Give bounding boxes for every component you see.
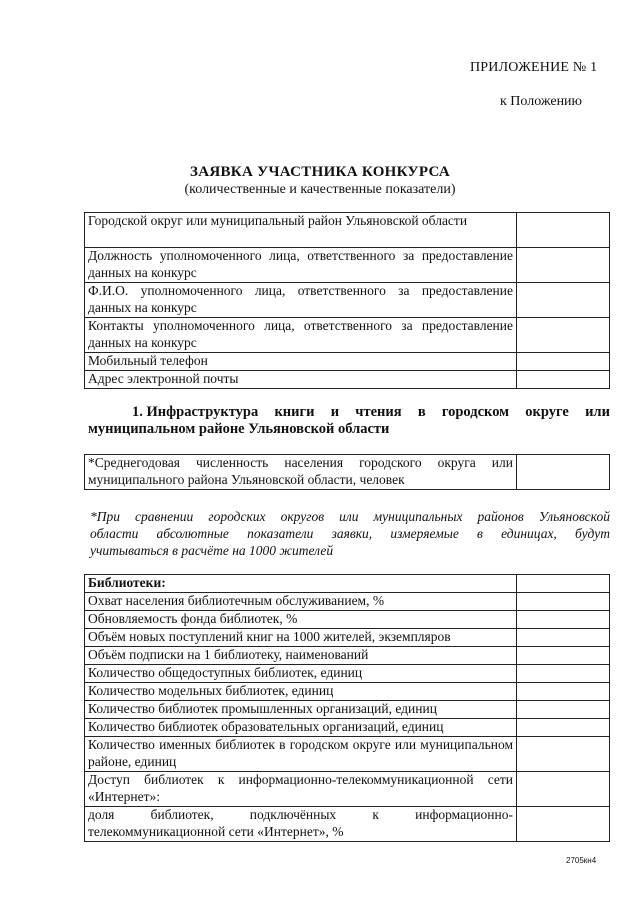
note-word: абсолютные	[156, 526, 229, 541]
row-label: Объём подписки на 1 библиотеку, наименований	[85, 647, 517, 665]
section-word: городском	[441, 404, 510, 420]
value-cell[interactable]	[517, 611, 610, 629]
value-cell[interactable]	[517, 371, 610, 389]
section-number: 1.	[132, 404, 143, 420]
value-cell[interactable]	[517, 353, 610, 371]
row-label: Контакты уполномоченного лица, ответственного за предоставление данных на конкурс	[85, 318, 517, 353]
section-word: округе	[525, 404, 569, 420]
value-cell[interactable]	[517, 683, 610, 701]
value-cell[interactable]	[517, 807, 610, 842]
libraries-table	[84, 574, 610, 842]
population-table	[84, 454, 610, 490]
row-label: Количество общедоступных библиотек, единиц	[85, 665, 517, 683]
table-row	[85, 593, 610, 611]
value-cell[interactable]	[517, 701, 610, 719]
value-cell[interactable]	[517, 283, 610, 318]
document-code: 2705кн4	[566, 856, 597, 865]
table-row	[85, 807, 610, 842]
row-label: Обновляемость фонда библиотек, %	[85, 611, 517, 629]
appendix-number: ПРИЛОЖЕНИЕ № 1	[470, 60, 598, 75]
note-word: муниципальных	[373, 509, 463, 524]
table-row	[85, 647, 610, 665]
table-row	[85, 772, 610, 807]
table-row	[85, 629, 610, 647]
table-row	[85, 318, 610, 353]
row-label: Количество библиотек образовательных организаций, единиц	[85, 719, 517, 737]
table-row	[85, 683, 610, 701]
row-label: Адрес электронной почты	[85, 371, 517, 389]
table-row	[85, 213, 610, 248]
section-title-line2: муниципальном районе Ульяновской области	[88, 421, 390, 437]
calculation-note	[88, 508, 610, 559]
section-word: и	[330, 404, 340, 420]
note-word: или	[339, 509, 359, 524]
row-label: *Среднегодовая численность населения городского округа или муниципального района Ульяновской области, человек	[85, 455, 517, 490]
section-1-heading	[88, 404, 610, 438]
table-row	[85, 371, 610, 389]
table-row	[85, 248, 610, 283]
section-word: или	[585, 404, 610, 420]
table-row	[85, 737, 610, 772]
document-subtitle: (количественные и качественные показатели)	[184, 182, 456, 197]
value-cell[interactable]	[517, 665, 610, 683]
value-cell[interactable]	[517, 593, 610, 611]
row-label: Доступ библиотек к информационно-телекоммуникационной сети «Интернет»:	[85, 772, 517, 807]
value-cell[interactable]	[517, 719, 610, 737]
note-word: *При	[90, 509, 120, 524]
row-label: Количество модельных библиотек, единиц	[85, 683, 517, 701]
appendix-reference: к Положению	[500, 94, 583, 109]
row-label: Мобильный телефон	[85, 353, 517, 371]
section-word: в	[417, 404, 426, 420]
row-label: доля библиотек, подключённых к информационно-телекоммуникационной сети «Интернет», %	[85, 807, 517, 842]
note-word: заявки,	[331, 526, 373, 541]
row-label: Количество библиотек промышленных организаций, единиц	[85, 701, 517, 719]
value-cell[interactable]	[517, 575, 610, 593]
note-line: учитываться в расчёте на 1000 жителей	[90, 543, 334, 558]
section-word: книги	[274, 404, 315, 420]
row-label: Количество именных библиотек в городском округе или муниципальном районе, единиц	[85, 737, 517, 772]
value-cell[interactable]	[517, 318, 610, 353]
note-word: показатели	[247, 526, 314, 541]
row-label: Объём новых поступлений книг на 1000 жителей, экземпляров	[85, 629, 517, 647]
document-title: ЗАЯВКА УЧАСТНИКА КОНКУРСА	[190, 164, 450, 180]
value-cell[interactable]	[517, 213, 610, 248]
section-word: Инфраструктура	[146, 404, 259, 420]
value-cell[interactable]	[517, 455, 610, 490]
applicant-info-table	[84, 212, 610, 389]
table-row	[85, 665, 610, 683]
table-row	[85, 701, 610, 719]
note-word: измеряемые	[390, 526, 459, 541]
note-word: округов	[280, 509, 325, 524]
note-word: Ульяновской	[538, 509, 610, 524]
value-cell[interactable]	[517, 629, 610, 647]
row-label: Ф.И.О. уполномоченного лица, ответственного за предоставление данных на конкурс	[85, 283, 517, 318]
value-cell[interactable]	[517, 737, 610, 772]
row-label: Должность уполномоченного лица, ответственного за предоставление данных на конкурс	[85, 248, 517, 283]
note-word: сравнении	[135, 509, 194, 524]
table-row	[85, 719, 610, 737]
row-label: Охват населения библиотечным обслуживанием, %	[85, 593, 517, 611]
value-cell[interactable]	[517, 248, 610, 283]
note-word: в	[477, 526, 483, 541]
note-word: городских	[208, 509, 266, 524]
table-row	[85, 611, 610, 629]
note-word: будут	[574, 526, 610, 541]
libraries-heading: Библиотеки:	[85, 575, 517, 593]
table-row	[85, 353, 610, 371]
note-word: области	[90, 526, 139, 541]
table-row	[85, 575, 610, 593]
note-word: единицах,	[501, 526, 557, 541]
row-label: Городской округ или муниципальный район Ульяновской области	[85, 213, 517, 248]
table-row	[85, 283, 610, 318]
section-word: чтения	[355, 404, 402, 420]
note-word: районов	[477, 509, 524, 524]
value-cell[interactable]	[517, 772, 610, 807]
table-row	[85, 455, 610, 490]
value-cell[interactable]	[517, 647, 610, 665]
